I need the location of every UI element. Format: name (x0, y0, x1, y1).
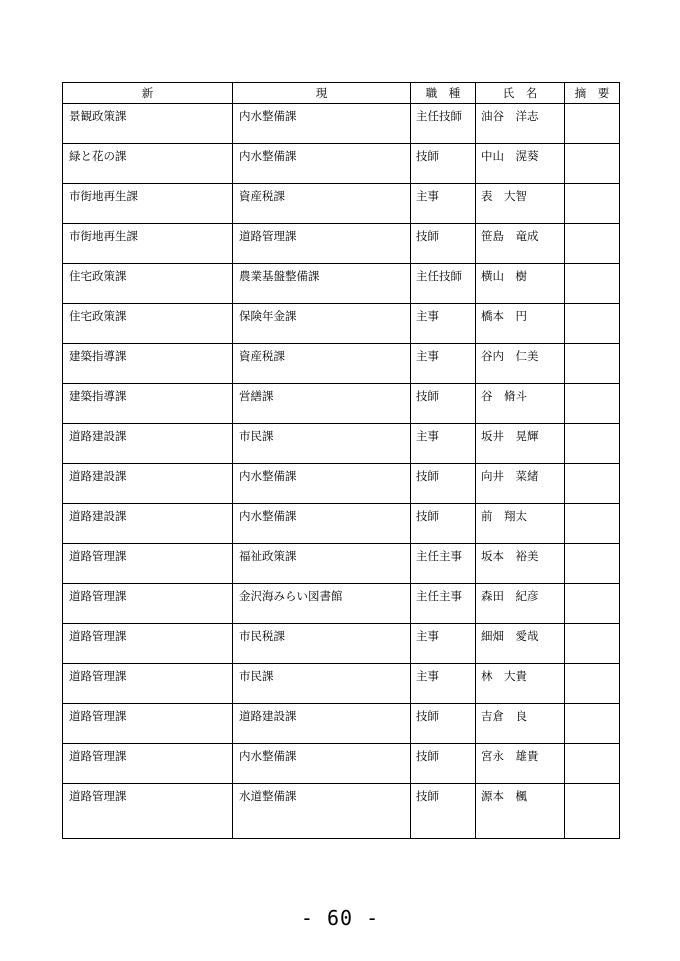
new-department-cell: 道路管理課 (63, 544, 233, 584)
job-type-cell: 主事 (411, 424, 476, 464)
current-department-cell: 内水整備課 (233, 504, 411, 544)
job-type-cell: 技師 (411, 744, 476, 784)
table-body (63, 104, 620, 839)
notes-cell (565, 144, 620, 184)
notes-cell (565, 184, 620, 224)
current-department-cell: 資産税課 (233, 344, 411, 384)
job-type-cell: 主任主事 (411, 544, 476, 584)
notes-cell (565, 224, 620, 264)
header-notes: 摘 要 (565, 83, 620, 104)
job-type-cell: 主事 (411, 344, 476, 384)
job-type-cell: 技師 (411, 144, 476, 184)
job-type-cell: 主任技師 (411, 264, 476, 304)
person-name-cell: 向井 菜緒 (476, 464, 565, 504)
person-name-cell: 谷内 仁美 (476, 344, 565, 384)
table-row (63, 304, 620, 344)
notes-cell (565, 104, 620, 144)
current-department-cell: 道路管理課 (233, 224, 411, 264)
page-number: - 60 - (300, 906, 380, 930)
current-department-cell: 道路建設課 (233, 704, 411, 744)
job-type-cell: 技師 (411, 704, 476, 744)
current-department-cell: 内水整備課 (233, 144, 411, 184)
header-new: 新 (63, 83, 233, 104)
table-row (63, 384, 620, 424)
notes-cell (565, 304, 620, 344)
new-department-cell: 住宅政策課 (63, 304, 233, 344)
table-row (63, 464, 620, 504)
person-name-cell: 宮永 雄貴 (476, 744, 565, 784)
table-row (63, 264, 620, 304)
notes-cell (565, 464, 620, 504)
new-department-cell: 道路管理課 (63, 584, 233, 624)
table-row (63, 224, 620, 264)
person-name-cell: 源本 楓 (476, 784, 565, 839)
new-department-cell: 道路建設課 (63, 504, 233, 544)
current-department-cell: 市民税課 (233, 624, 411, 664)
person-name-cell: 森田 紀彦 (476, 584, 565, 624)
notes-cell (565, 744, 620, 784)
current-department-cell: 水道整備課 (233, 784, 411, 839)
table-row (63, 144, 620, 184)
personnel-transfer-table (62, 82, 620, 839)
new-department-cell: 建築指導課 (63, 384, 233, 424)
current-department-cell: 市民課 (233, 664, 411, 704)
table-row (63, 704, 620, 744)
table-row (63, 584, 620, 624)
notes-cell (565, 344, 620, 384)
notes-cell (565, 784, 620, 839)
person-name-cell: 橋本 円 (476, 304, 565, 344)
person-name-cell: 吉倉 良 (476, 704, 565, 744)
current-department-cell: 内水整備課 (233, 104, 411, 144)
person-name-cell: 笹島 竜成 (476, 224, 565, 264)
job-type-cell: 主任技師 (411, 104, 476, 144)
person-name-cell: 坂本 裕美 (476, 544, 565, 584)
person-name-cell: 谷 脩斗 (476, 384, 565, 424)
job-type-cell: 主任主事 (411, 584, 476, 624)
notes-cell (565, 704, 620, 744)
current-department-cell: 内水整備課 (233, 744, 411, 784)
table-row (63, 424, 620, 464)
table-row (63, 664, 620, 704)
new-department-cell: 道路管理課 (63, 744, 233, 784)
notes-cell (565, 544, 620, 584)
table-header-row (63, 83, 620, 104)
table-row (63, 544, 620, 584)
notes-cell (565, 264, 620, 304)
header-current: 現 (233, 83, 411, 104)
new-department-cell: 建築指導課 (63, 344, 233, 384)
current-department-cell: 営繕課 (233, 384, 411, 424)
notes-cell (565, 584, 620, 624)
person-name-cell: 細畑 愛哉 (476, 624, 565, 664)
notes-cell (565, 384, 620, 424)
person-name-cell: 前 翔太 (476, 504, 565, 544)
person-name-cell: 中山 滉葵 (476, 144, 565, 184)
table-row (63, 624, 620, 664)
new-department-cell: 道路管理課 (63, 784, 233, 839)
job-type-cell: 技師 (411, 224, 476, 264)
header-name: 氏 名 (476, 83, 565, 104)
table-row (63, 784, 620, 839)
job-type-cell: 技師 (411, 464, 476, 504)
new-department-cell: 市街地再生課 (63, 184, 233, 224)
table-row (63, 104, 620, 144)
new-department-cell: 道路建設課 (63, 464, 233, 504)
person-name-cell: 横山 樹 (476, 264, 565, 304)
job-type-cell: 技師 (411, 504, 476, 544)
table-row (63, 744, 620, 784)
current-department-cell: 市民課 (233, 424, 411, 464)
new-department-cell: 道路建設課 (63, 424, 233, 464)
new-department-cell: 市街地再生課 (63, 224, 233, 264)
new-department-cell: 道路管理課 (63, 664, 233, 704)
person-name-cell: 表 大智 (476, 184, 565, 224)
table-row (63, 344, 620, 384)
notes-cell (565, 504, 620, 544)
person-name-cell: 油谷 洋志 (476, 104, 565, 144)
header-job-type: 職 種 (411, 83, 476, 104)
person-name-cell: 坂井 晃輝 (476, 424, 565, 464)
notes-cell (565, 664, 620, 704)
current-department-cell: 金沢海みらい図書館 (233, 584, 411, 624)
person-name-cell: 林 大貴 (476, 664, 565, 704)
current-department-cell: 内水整備課 (233, 464, 411, 504)
current-department-cell: 福祉政策課 (233, 544, 411, 584)
table-row (63, 184, 620, 224)
table-row (63, 504, 620, 544)
new-department-cell: 景観政策課 (63, 104, 233, 144)
new-department-cell: 緑と花の課 (63, 144, 233, 184)
job-type-cell: 主事 (411, 664, 476, 704)
new-department-cell: 道路管理課 (63, 704, 233, 744)
job-type-cell: 主事 (411, 184, 476, 224)
job-type-cell: 技師 (411, 784, 476, 839)
current-department-cell: 保険年金課 (233, 304, 411, 344)
current-department-cell: 農業基盤整備課 (233, 264, 411, 304)
current-department-cell: 資産税課 (233, 184, 411, 224)
job-type-cell: 技師 (411, 384, 476, 424)
notes-cell (565, 424, 620, 464)
job-type-cell: 主事 (411, 304, 476, 344)
new-department-cell: 住宅政策課 (63, 264, 233, 304)
job-type-cell: 主事 (411, 624, 476, 664)
notes-cell (565, 624, 620, 664)
new-department-cell: 道路管理課 (63, 624, 233, 664)
